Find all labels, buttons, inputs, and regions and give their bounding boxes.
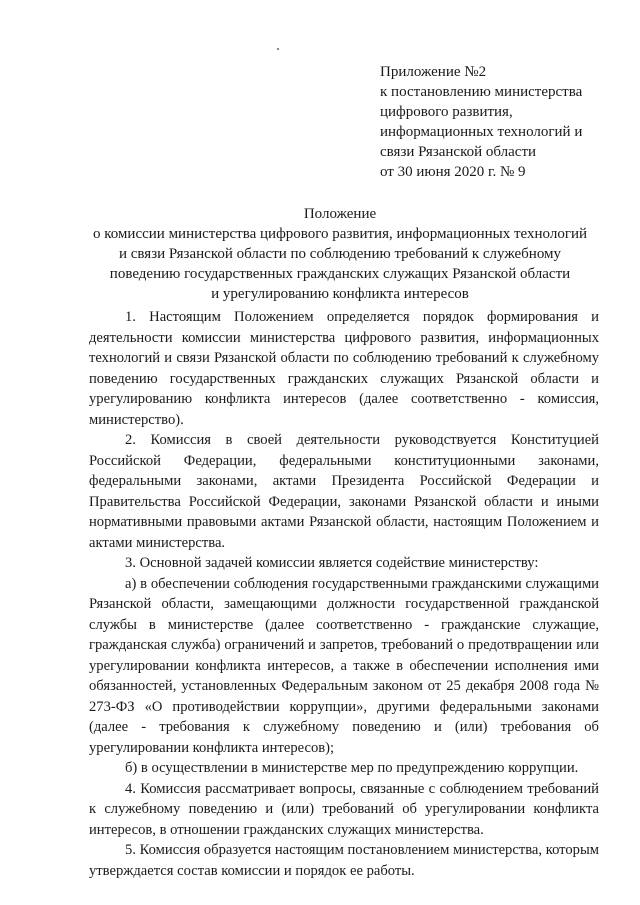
appendix-line: цифрового развития,	[380, 104, 513, 120]
title-line: и урегулированию конфликта интересов	[211, 286, 469, 302]
appendix-header	[380, 62, 610, 182]
paragraph-5: 5. Комиссия образуется настоящим постановлением министерства, которым утверждается состав комиссии и порядок ее работы.	[89, 842, 599, 879]
paragraph-3: 3. Основной задачей комиссии является содействие министерству:	[125, 555, 539, 571]
paragraph-3a: а) в обеспечении соблюдения государственными гражданскими служащими Рязанской области, замещающими должности государственной гражданской службы в министерстве (далее соответственно - гражданские служащие, гражданская служба) ограничений и запретов, требований о предотвращении или урегулировании конфликта интересов, а также в обеспечении исполнения ими обязанностей, установленных Федеральным законом от 25 декабря 2008 года № 273-ФЗ «О противодействии коррупции», другими федеральными законами (далее - требования к служебному поведению и (или) требования об урегулировании конфликта интересов);	[89, 575, 599, 756]
appendix-line: Приложение №2	[380, 64, 487, 80]
document-title	[80, 204, 600, 304]
paragraph-2: 2. Комиссия в своей деятельности руководствуется Конституцией Российской Федерации, федеральными конституционными законами, федеральными законами, актами Президента Российской Федерации и Правительства Российской Федерации, законами Рязанской области и иными нормативными правовыми актами Рязанской области, настоящим Положением и актами министерства.	[89, 432, 599, 551]
appendix-line: от 30 июня 2020 г. № 9	[380, 164, 526, 180]
paragraph-4: 4. Комиссия рассматривает вопросы, связанные с соблюдением требований к служебному поведению и (или) требований об урегулировании конфликта интересов, в отношении гражданских служащих министерства.	[89, 780, 599, 838]
document-body	[89, 307, 599, 881]
title-line: и связи Рязанской области по соблюдению требований к служебному	[118, 246, 562, 262]
appendix-line: к постановлению министерства	[380, 84, 583, 100]
title-line: поведению государственных гражданских служащих Рязанской области	[109, 266, 571, 282]
paragraph-3b: б) в осуществлении в министерстве мер по предупреждению коррупции.	[125, 760, 579, 776]
title-line: о комиссии министерства цифрового развития, информационных технологий	[92, 226, 588, 242]
title-heading: Положение	[303, 206, 377, 222]
paragraph-1: 1. Настоящим Положением определяется порядок формирования и деятельности комиссии министерства цифрового развития, информационных технологий и связи Рязанской области по соблюдению требований к служебному поведению государственных гражданских служащих Рязанской области и урегулированию конфликта интересов (далее соответственно - комиссия, министерство).	[89, 309, 599, 428]
appendix-line: связи Рязанской области	[380, 144, 537, 160]
scan-speck	[277, 48, 279, 50]
appendix-line: информационных технологий и	[380, 124, 583, 140]
